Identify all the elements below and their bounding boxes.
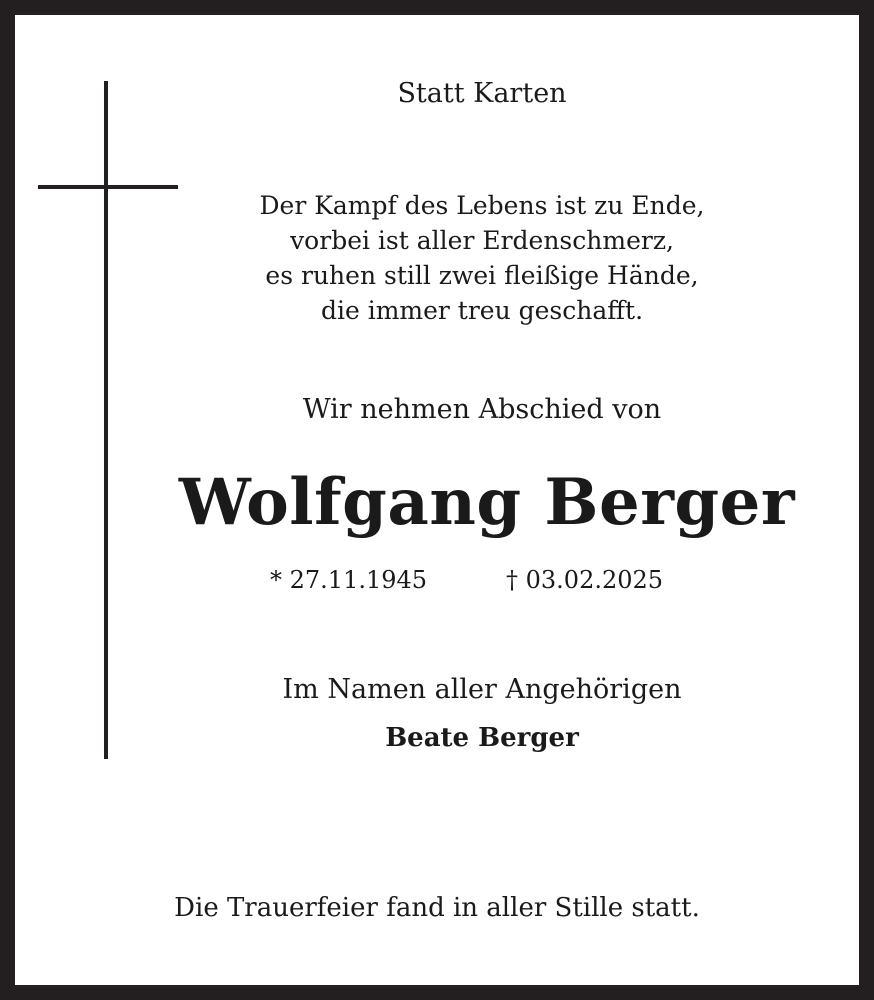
birth-date: * 27.11.1945 [270,566,428,594]
signer-name: Beate Berger [385,723,579,753]
poem-line: Der Kampf des Lebens ist zu Ende, [259,191,705,220]
family-label: Im Namen aller Angehörigen [282,674,682,705]
poem-line: vorbei ist aller Erdenschmerz, [290,226,674,255]
poem-line: es ruhen still zwei fleißige Hände, [265,261,699,290]
poem-line: die immer treu geschafft. [320,296,644,325]
deceased-name: Wolfgang Berger [178,465,796,540]
poem-block [40,188,874,328]
notice-heading: Statt Karten [397,78,567,109]
death-date: † 03.02.2025 [506,566,664,594]
farewell-intro: Wir nehmen Abschied von [302,394,662,425]
funeral-note: Die Trauerfeier fand in aller Stille statt. [174,893,700,923]
